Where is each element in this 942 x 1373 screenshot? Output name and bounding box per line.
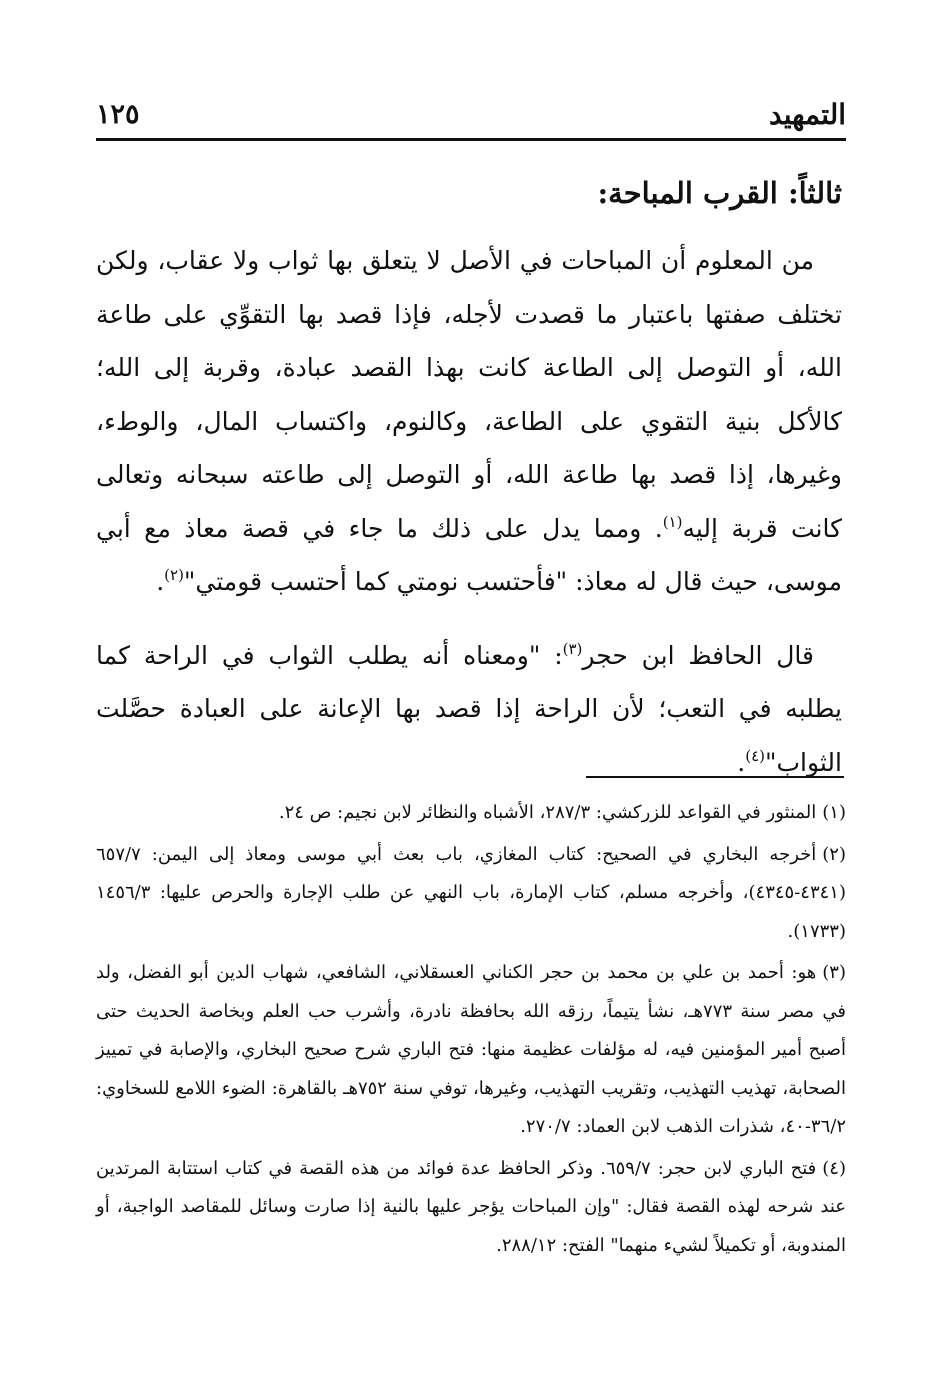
chapter-title: التمهيد	[769, 97, 846, 131]
footnote-text: هو: أحمد بن علي بن محمد بن حجر الكناني العسقلاني، الشافعي، شهاب الدين أبو الفضل، ولد في مصر سنة ٧٧٣هـ، نشأ يتيماً، رزقه الله بحافظة نادرة، وأشرب حب العلم وبخاصة الحديث حتى أصبح أمير المؤمنين فيه، له مؤلفات عظيمة منها: فتح الباري شرح صحيح البخاري، والإصابة في تمييز الصحابة، تهذيب التهذيب، وتقريب التهذيب، وغيرها، توفي سنة ٧٥٢هـ بالقاهرة: الضوء اللامع للسخاوي: ٣٦/٢-٤٠، شذرات الذهب لابن العماد: ٢٧٠/٧.	[96, 962, 846, 1137]
footnote-ref-2: (٢)	[164, 566, 184, 584]
footnote-separator	[586, 776, 844, 778]
footnote-1	[96, 794, 846, 833]
footnote-4	[96, 1150, 846, 1266]
header-rule	[96, 138, 846, 141]
footnote-ref-3: (٣)	[562, 639, 583, 658]
footnotes	[96, 794, 846, 1265]
footnote-number: (٤)	[822, 1157, 846, 1179]
footnote-3	[96, 954, 846, 1147]
footnote-number: (٢)	[822, 843, 846, 865]
footnote-text: فتح الباري لابن حجر: ٦٥٩/٧. وذكر الحافظ عدة فوائد من هذه القصة في كتاب استتابة المرتدين عند شرحه لهذه القصة فقال: "وإن المباحات يؤجر عليها بالنية إذا صارت وسائل للمقاصد الواجبة، أو المندوبة، أو تكميلاً لشيء منهما" الفتح: ٢٨٨/١٢.	[96, 1157, 846, 1256]
paragraph-1-text-c: .	[156, 567, 165, 596]
footnote-number: (٣)	[822, 962, 846, 983]
paragraph-1-text-b: . ومما يدل على ذلك ما جاء في قصة معاذ مع أبي موسى، حيث قال له معاذ: "فأحتسب نومتي كما أحتسب قومتي"	[96, 513, 842, 596]
main-text	[96, 234, 842, 789]
paragraph-2-text-a: قال الحافظ ابن حجر	[582, 640, 814, 670]
paragraph-1	[96, 234, 842, 609]
section-heading: ثالثاً: القرب المباحة:	[597, 176, 842, 210]
footnote-text: أخرجه البخاري في الصحيح: كتاب المغازي، باب بعث أبي موسى ومعاذ إلى اليمن: ٦٥٧/٧ (٤٣٤١-٤٣٤٥)، وأخرجه مسلم، كتاب الإمارة، باب النهي عن طلب الإجارة والحرص عليها: ١٤٥٦/٣ (١٧٣٣).	[96, 843, 846, 942]
footnote-2	[96, 836, 846, 952]
paragraph-2-text-b: : "ومعناه أنه يطلب الثواب في الراحة كما يطلبه في التعب؛ لأن الراحة إذا قصد بها الإعانة على العبادة حصَّلت الثواب"	[96, 640, 842, 777]
running-header	[96, 92, 846, 136]
paragraph-2-text-c: .	[737, 747, 746, 777]
footnote-ref-4: (٤)	[745, 746, 765, 765]
page-number: ١٢٥	[96, 98, 140, 130]
paragraph-2	[96, 629, 842, 790]
footnote-number: (١)	[822, 802, 846, 823]
paragraph-1-text-a: من المعلوم أن المباحات في الأصل لا يتعلق بها ثواب ولا عقاب، ولكن تختلف صفتها باعتبار ما قصدت لأجله، فإذا قصد بها التقوِّي على طاعة الله، أو التوصل إلى الطاعة كانت بهذا القصد عبادة، وقربة إلى الله؛ كالأكل بنية التقوي على الطاعة، وكالنوم، واكتساب المال، والوطء، وغيرها، إذا قصد بها طاعة الله، أو التوصل إلى طاعته سبحانه وتعالى كانت قربة إليه	[96, 246, 842, 543]
footnote-text: المنثور في القواعد للزركشي: ٢٨٧/٣، الأشباه والنظائر لابن نجيم: ص ٢٤.	[278, 802, 817, 823]
footnote-ref-1: (١)	[662, 512, 683, 531]
